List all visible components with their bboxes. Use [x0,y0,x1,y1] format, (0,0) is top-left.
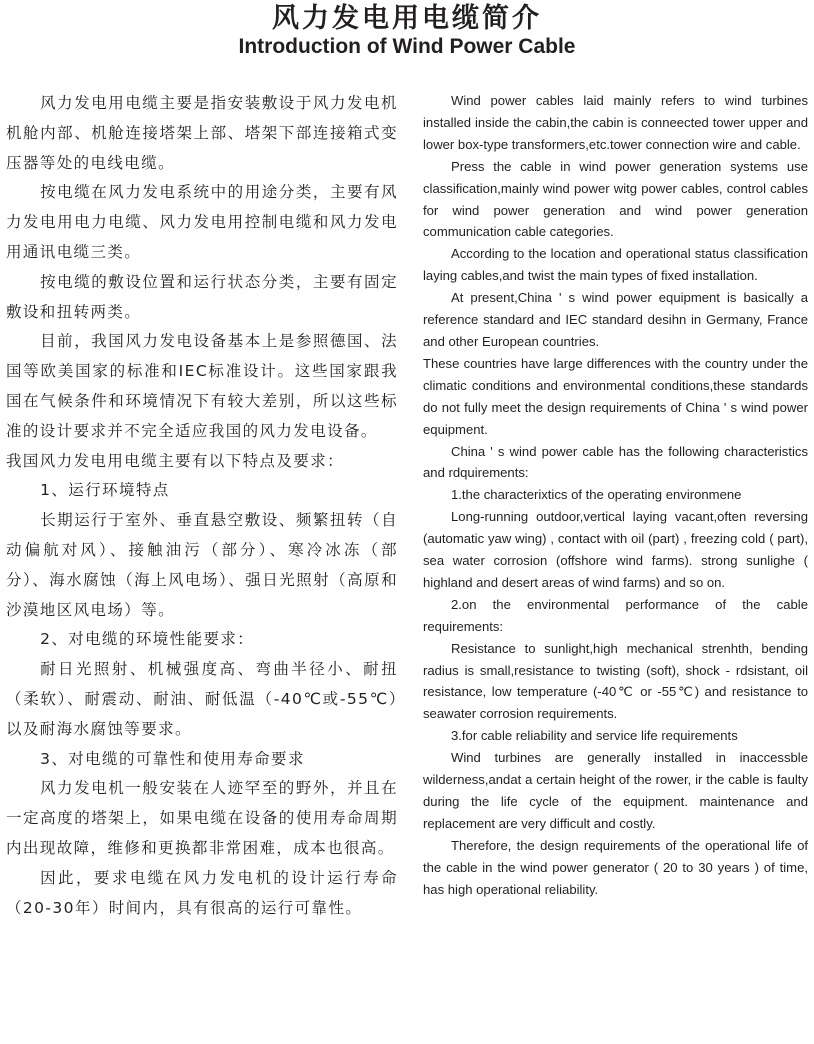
cn-heading-environmental-performance: 2、对电缆的环境性能要求： [40,630,255,649]
en-paragraph-reliability: Wind turbines are generally installed in inaccessble wilderness,andat a certain height of the rower, ir the cable is faulty during the life cycle of the equipment. maintenance and replacement are very difficult and costly. [423,750,808,831]
cn-paragraph-operating-environment: 长期运行于室外、垂直悬空敷设、频繁扭转（自动偏航对风）、接触油污（部分）、寒冷冰冻（部分）、海水腐蚀（海上风电场）、强日光照射（高原和沙漠地区风电场）等。 [6,511,398,619]
en-paragraph-standards: At present,China ' s wind power equipment is basically a reference standard and IEC standard desihn in Germany, France and other European countries. [423,290,808,349]
en-heading-operating-environment: 1.the characterixtics of the operating environmene [451,487,742,503]
cn-paragraph-features-intro: 我国风力发电用电缆主要有以下特点及要求： [6,451,345,470]
en-paragraph-conclusion: Therefore, the design requirements of the operational life of the cable in the wind power generator ( 20 to 30 years ) of time, has high operational reliability. [423,837,808,897]
en-paragraph-laying-classification: According to the location and operational status classification laying cables,and twist the main types of fixed installation. [423,246,808,284]
en-paragraph-environmental-performance: Resistance to sunlight,high mechanical strenhth, bending radius is small,resistance to twisting (soft), shock - rdsistant, oil resistance, low temperature (-40℃ or -55℃) and resistance to seawater corrosion requirements. [423,640,808,722]
en-paragraph-differences: These countries have large differences with the country under the climatic conditions and environmental conditions,these standards do not fully meet the design requirements of China ' s wind power equipment. [423,355,808,437]
cn-paragraph-standards: 目前，我国风力发电设备基本上是参照德国、法国等欧美国家的标准和IEC标准设计。这些国家跟我国在气候条件和环境情况下有较大差别，所以这些标准的设计要求并不完全适应我国的风力发电设备。 [6,332,398,440]
cn-paragraph-usage-classification: 按电缆在风力发电系统中的用途分类，主要有风力发电用电力电缆、风力发电用控制电缆和风力发电用通讯电缆三类。 [6,183,398,261]
cn-paragraph-reliability: 风力发电机一般安装在人迹罕至的野外，并且在一定高度的塔架上，如果电缆在设备的使用寿命周期内出现故障，维修和更换都非常困难，成本也很高。 [6,779,398,857]
en-paragraph-features-intro: China ' s wind power cable has the following characteristics and rdquirements: [423,443,808,481]
english-text-column [423,90,808,901]
en-paragraph-definition: Wind power cables laid mainly refers to wind turbines installed inside the cabin,the cabin is conneected tower upper and lower box-type transformers,etc.tower connection wire and cable. [423,93,808,152]
cn-heading-reliability: 3、对电缆的可靠性和使用寿命要求 [40,749,305,768]
en-paragraph-usage-classification: Press the cable in wind power generation systems use classification,mainly wind power witg power cables, control cables for wind power generation and wind power generation communication cable categories. [423,158,808,240]
cn-paragraph-conclusion: 因此，要求电缆在风力发电机的设计运行寿命（20-30年）时间内，具有很高的运行可靠性。 [6,868,398,917]
en-heading-reliability: 3.for cable reliability and service life requirements [451,728,738,744]
chinese-text-column [6,89,398,923]
cn-paragraph-laying-classification: 按电缆的敷设位置和运行状态分类，主要有固定敷设和扭转两类。 [6,272,398,321]
cn-heading-operating-environment: 1、运行环境特点 [40,481,170,500]
en-paragraph-operating-environment: Long-running outdoor,vertical laying vacant,often reversing (automatic yaw wing) , contact with oil (part) , freezing cold ( part), sea water corrosion (offshore wind farms). strong sunlighe ( highland and desert areas of wind farms) and so on. [423,509,808,590]
en-heading-environmental-performance: 2.on the environmental performance of the cable requirements: [423,596,808,634]
page-title-chinese: 风力发电用电缆简介 [272,3,542,34]
cn-paragraph-definition: 风力发电用电缆主要是指安装敷设于风力发电机机舱内部、机舱连接塔架上部、塔架下部连接箱式变压器等处的电线电缆。 [6,94,398,172]
cn-paragraph-environmental-performance: 耐日光照射、机械强度高、弯曲半径小、耐扭（柔软）、耐震动、耐油、耐低温（-40℃或-55℃）以及耐海水腐蚀等要求。 [6,660,398,738]
page-title-english: Introduction of Wind Power Cable [238,35,576,58]
